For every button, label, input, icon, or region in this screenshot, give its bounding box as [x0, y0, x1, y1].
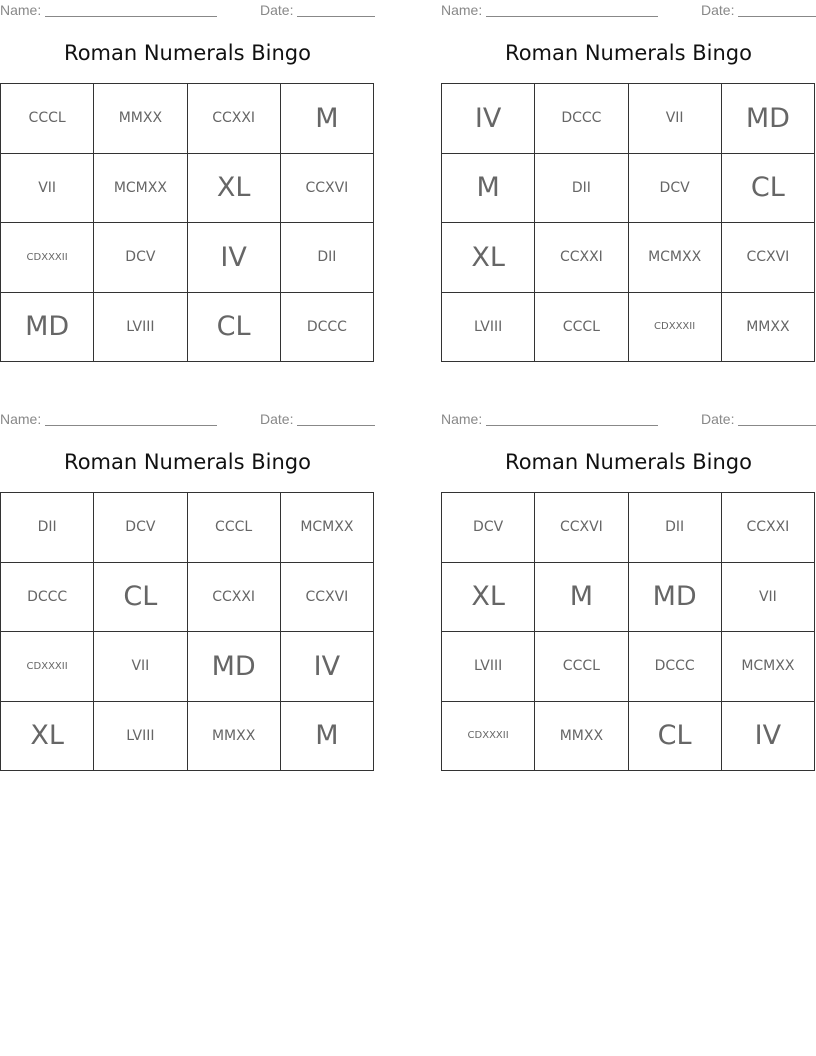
bingo-cell: M: [442, 154, 535, 224]
bingo-cell: M: [281, 702, 374, 772]
date-label: Date:: [260, 411, 294, 427]
bingo-cell: CCCL: [535, 293, 628, 363]
bingo-cell: DCV: [94, 223, 187, 293]
bingo-cell: CCXXI: [188, 84, 281, 154]
name-label: Name:: [0, 2, 42, 18]
name-blank-line: [45, 16, 217, 17]
bingo-cell: CDXXXII: [1, 223, 94, 293]
bingo-cell: DCV: [629, 154, 722, 224]
date-blank-line: [738, 425, 816, 426]
bingo-cell: VII: [722, 563, 815, 633]
date-label: Date:: [701, 2, 735, 18]
bingo-grid: [0, 492, 374, 771]
card-header: [441, 2, 816, 20]
bingo-cell: LVIII: [94, 702, 187, 772]
bingo-cell: CCXXI: [722, 493, 815, 563]
bingo-cell: MD: [629, 563, 722, 633]
bingo-card: [441, 0, 816, 370]
bingo-grid: [441, 492, 815, 771]
bingo-cell: DII: [281, 223, 374, 293]
bingo-cell: CL: [94, 563, 187, 633]
bingo-cell: CDXXXII: [629, 293, 722, 363]
name-blank-line: [45, 425, 217, 426]
bingo-cell: LVIII: [442, 632, 535, 702]
bingo-cell: M: [535, 563, 628, 633]
card-title: Roman Numerals Bingo: [64, 41, 311, 65]
bingo-cell: DCCC: [281, 293, 374, 363]
card-title: Roman Numerals Bingo: [505, 450, 752, 474]
bingo-grid: [0, 83, 374, 362]
bingo-cell: CL: [722, 154, 815, 224]
bingo-cell: MMXX: [722, 293, 815, 363]
bingo-cell: MCMXX: [629, 223, 722, 293]
bingo-cell: VII: [94, 632, 187, 702]
bingo-cell: MMXX: [188, 702, 281, 772]
bingo-cell: MD: [188, 632, 281, 702]
bingo-cell: LVIII: [94, 293, 187, 363]
bingo-cell: CCXXI: [535, 223, 628, 293]
bingo-cell: CCXVI: [722, 223, 815, 293]
bingo-cell: DII: [629, 493, 722, 563]
bingo-card: [441, 409, 816, 779]
bingo-cell: DCV: [442, 493, 535, 563]
bingo-cell: CDXXXII: [442, 702, 535, 772]
date-blank-line: [297, 425, 375, 426]
date-label: Date:: [701, 411, 735, 427]
bingo-cell: XL: [1, 702, 94, 772]
name-blank-line: [486, 16, 658, 17]
name-label: Name:: [0, 411, 42, 427]
card-header: [441, 411, 816, 429]
bingo-cell: MMXX: [535, 702, 628, 772]
bingo-cell: IV: [722, 702, 815, 772]
bingo-cell: MMXX: [94, 84, 187, 154]
date-blank-line: [738, 16, 816, 17]
bingo-card: [0, 409, 375, 779]
bingo-cell: IV: [281, 632, 374, 702]
bingo-cell: DII: [1, 493, 94, 563]
bingo-cell: M: [281, 84, 374, 154]
bingo-cell: CCCL: [1, 84, 94, 154]
bingo-cell: DCV: [94, 493, 187, 563]
bingo-grid: [441, 83, 815, 362]
card-header: [0, 411, 375, 429]
bingo-cell: MD: [722, 84, 815, 154]
bingo-cell: MD: [1, 293, 94, 363]
bingo-cell: MCMXX: [281, 493, 374, 563]
bingo-cell: IV: [442, 84, 535, 154]
bingo-cell: DCCC: [535, 84, 628, 154]
card-header: [0, 2, 375, 20]
bingo-cell: DCCC: [1, 563, 94, 633]
bingo-cell: XL: [188, 154, 281, 224]
bingo-cell: CCXXI: [188, 563, 281, 633]
card-title: Roman Numerals Bingo: [505, 41, 752, 65]
date-label: Date:: [260, 2, 294, 18]
bingo-cell: CCXVI: [281, 563, 374, 633]
name-blank-line: [486, 425, 658, 426]
bingo-cell: LVIII: [442, 293, 535, 363]
bingo-cell: CCCL: [535, 632, 628, 702]
bingo-cell: CL: [629, 702, 722, 772]
bingo-cell: XL: [442, 223, 535, 293]
bingo-cell: DII: [535, 154, 628, 224]
bingo-cell: CCXVI: [535, 493, 628, 563]
bingo-cell: VII: [629, 84, 722, 154]
bingo-cell: IV: [188, 223, 281, 293]
card-title: Roman Numerals Bingo: [64, 450, 311, 474]
bingo-cell: VII: [1, 154, 94, 224]
date-blank-line: [297, 16, 375, 17]
bingo-cell: MCMXX: [722, 632, 815, 702]
name-label: Name:: [441, 2, 483, 18]
bingo-cell: CCCL: [188, 493, 281, 563]
bingo-cell: DCCC: [629, 632, 722, 702]
bingo-card: [0, 0, 375, 370]
name-label: Name:: [441, 411, 483, 427]
bingo-cell: CDXXXII: [1, 632, 94, 702]
bingo-cell: MCMXX: [94, 154, 187, 224]
bingo-cell: CL: [188, 293, 281, 363]
bingo-cell: XL: [442, 563, 535, 633]
bingo-cell: CCXVI: [281, 154, 374, 224]
